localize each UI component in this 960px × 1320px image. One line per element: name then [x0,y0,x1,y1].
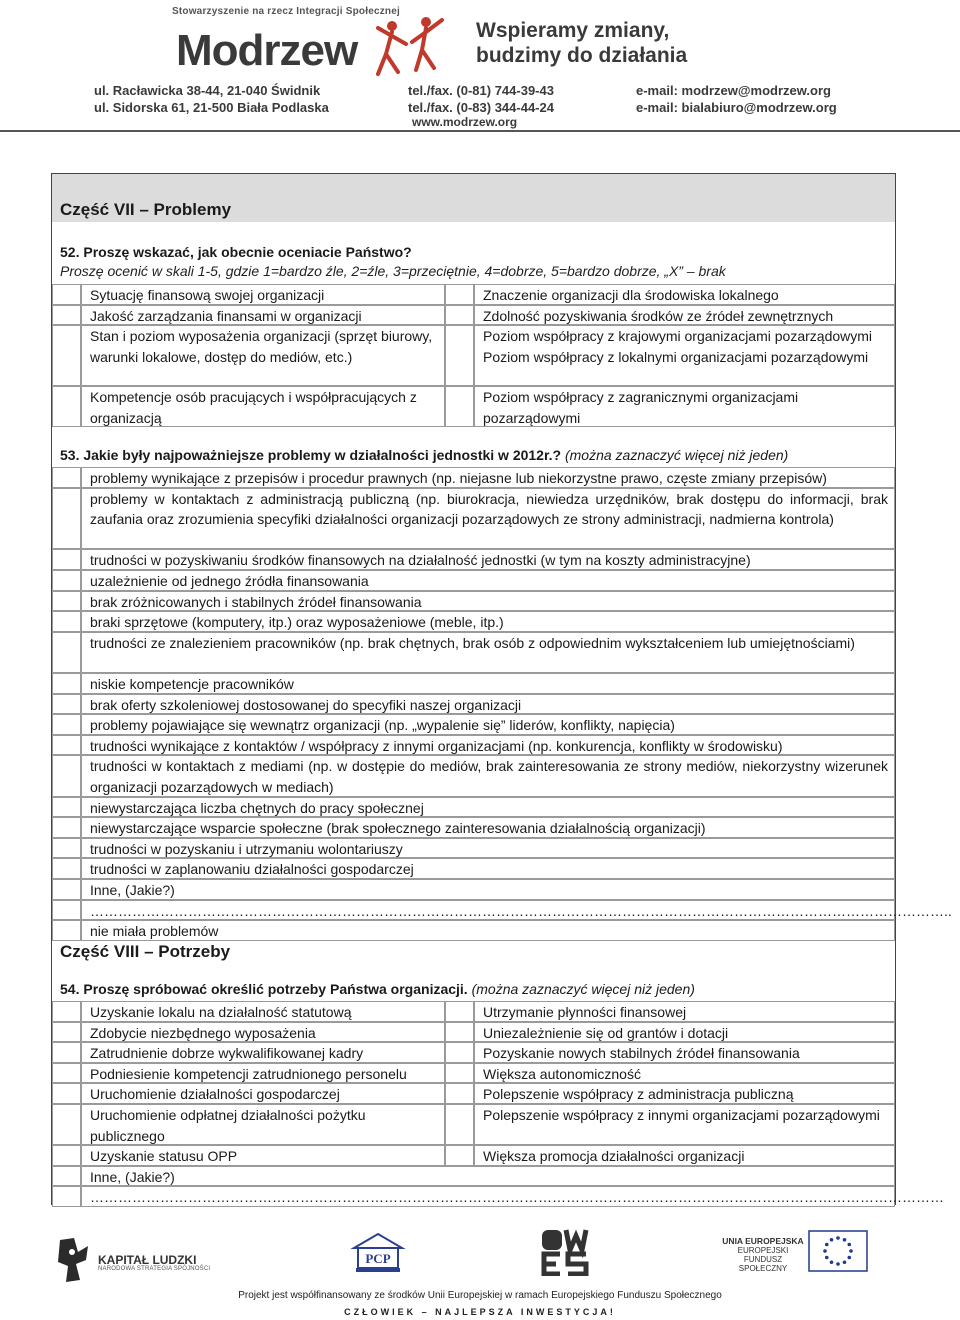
owes-logo-icon [540,1228,590,1276]
need-checkbox[interactable] [445,1145,474,1166]
problem-option-label: trudności w zaplanowaniu działalności gospodarczej [90,861,414,878]
need-option [474,1022,895,1043]
need-checkbox[interactable] [445,1083,474,1104]
address-line: ul. Sidorska 61, 21-500 Biała Podlaska [94,100,329,115]
problem-option [81,755,895,796]
rating-box[interactable] [445,325,474,386]
eu-line: EUROPEJSKI [737,1246,789,1255]
rating-item [474,386,895,427]
eu-line: UNIA EUROPEJSKA [722,1236,804,1246]
rating-item-label: Stan i poziom wyposażenia organizacji (sprzęt biurowy, warunki lokalowe, dostęp do mediów, etc.) [90,328,433,365]
need-option-label: Pozyskanie nowych stabilnych źródeł finansowania [483,1045,800,1062]
eu-star [836,1236,840,1240]
q52-label: 52. Proszę wskazać, jak obecnie oceniacie Państwo? [60,244,412,260]
rating-box[interactable] [445,305,474,326]
rating-box[interactable] [52,386,81,427]
need-checkbox[interactable] [52,1104,81,1145]
rating-item [474,305,895,326]
problem-checkbox[interactable] [52,570,81,591]
need-checkbox[interactable] [445,1001,474,1022]
eu-star [847,1256,851,1260]
letterhead [0,0,960,134]
rating-item [81,386,445,427]
eu-star [836,1262,840,1266]
problem-checkbox[interactable] [52,879,81,900]
q54-label [60,981,695,997]
org-subtitle: Stowarzyszenie na rzecz Integracji Społecznej [172,6,400,17]
cofinancing-note: Projekt jest współfinansowany ze środków Unii Europejskiej w ramach Europejskiego Funduszu Społecznego [238,1290,722,1301]
problem-checkbox[interactable] [52,900,81,921]
pcp-logo-icon [350,1230,406,1274]
need-checkbox[interactable] [445,1063,474,1084]
need-option-label: Uruchomienie odpłatnej działalności pożytku publicznego [90,1107,366,1144]
problem-option [81,611,895,632]
problem-option [81,797,895,818]
need-option [474,1145,895,1166]
problem-checkbox[interactable] [52,488,81,550]
need-checkbox[interactable] [52,1145,81,1166]
need-option [81,1042,445,1063]
need-checkbox[interactable] [52,1022,81,1043]
slogan-line: budzimy do działania [476,44,688,67]
problem-checkbox[interactable] [52,735,81,756]
problem-checkbox[interactable] [52,673,81,694]
need-option [474,1063,895,1084]
rating-item [474,284,895,305]
phone-line: tel./fax. (0-81) 744-39-43 [408,83,554,98]
problem-option [81,467,895,488]
problem-option [81,858,895,879]
rating-item [81,305,445,326]
problem-option [81,694,895,715]
problem-checkbox[interactable] [52,591,81,612]
slogan [476,18,687,68]
need-option-dots [81,1186,944,1207]
problem-option-label: brak zróżnicowanych i stabilnych źródeł finansowania [90,593,422,610]
part8-title: Część VIII – Potrzeby [60,942,231,961]
rating-item-label: Znaczenie organizacji dla środowiska lokalnego [483,287,779,303]
q54-hint: (można zaznaczyć więcej niż jeden) [471,981,695,997]
rating-item [474,325,895,386]
rating-item-label: Zdolność pozyskiwania środków ze źródeł zewnętrznych [483,307,834,324]
footer-tagline: CZŁOWIEK – NAJLEPSZA INWESTYCJA! [344,1307,616,1317]
need-option-label: Uzyskanie lokalu na działalność statutową [90,1004,352,1020]
need-option-label: Zdobycie niezbędnego wyposażenia [90,1024,316,1041]
eu-star [843,1260,847,1264]
kapital-ludzki-sub: NARODOWA STRATEGIA SPÓJNOŚCI [98,1266,211,1272]
problem-option-label: problemy wynikające z przepisów i procedur prawnych (np. niejasne lub niekorzystne prawo, częste zmiany przepisów) [90,470,827,486]
eu-star [849,1249,853,1253]
eu-flag-icon [808,1230,868,1272]
problem-option-label: braki sprzętowe (komputery, itp.) oraz wyposażeniowe (meble, itp.) [90,614,504,631]
need-checkbox[interactable] [52,1063,81,1084]
email-block [636,82,837,116]
q53-hint: (można zaznaczyć więcej niż jeden) [564,447,789,463]
problem-checkbox[interactable] [52,694,81,715]
q54-question: 54. Proszę spróbować określić potrzeby Państwa organizacji. [60,981,468,997]
need-option-label: Zatrudnienie dobrze wykwalifikowanej kadry [90,1045,364,1062]
problem-checkbox[interactable] [52,920,81,941]
problem-option [81,714,895,735]
need-option-dots-label: ………………………………………………………………………………………………………………………………………………………………… [90,1189,944,1206]
rating-box[interactable] [52,284,81,305]
eu-star [847,1243,851,1247]
problem-option-label: niewystarczające wsparcie społeczne (brak społecznego zainteresowania działalnością organizacji) [90,820,706,837]
rating-box[interactable] [52,325,81,386]
problem-checkbox[interactable] [52,858,81,879]
problem-option [81,632,895,673]
rating-item-label: Poziom współpracy z krajowymi organizacjami pozarządowymi Poziom współpracy z lokalnymi organizacjami pozarządowymi [483,328,873,365]
problem-option-label: niewystarczająca liczba chętnych do pracy społecznej [90,799,424,816]
need-option-other [81,1166,895,1187]
need-option-label: Uruchomienie działalności gospodarczej [90,1086,340,1103]
need-option-label: Uzyskanie statusu OPP [90,1148,238,1165]
problem-option [81,570,895,591]
eu-star [830,1238,834,1242]
problem-option-label: trudności wynikające z kontaktów / współpracy z innymi organizacjami (np. konkurencja, konflikty w środowisku) [90,737,783,754]
kapital-ludzki-logo-icon [56,1236,92,1284]
problem-checkbox[interactable] [52,755,81,796]
eu-star [823,1249,827,1253]
problem-option-label: niskie kompetencje pracowników [90,676,294,692]
need-option-label: Większa autonomiczność [483,1065,641,1082]
need-option-label: Podniesienie kompetencji zatrudnionego personelu [90,1065,407,1082]
q52-scale: Proszę ocenić w skali 1-5, gdzie 1=bardzo źle, 2=źle, 3=przeciętnie, 4=dobrze, 5=bardzo dobrze, „X” – brak [60,263,726,279]
problem-option-label: trudności w pozyskiwaniu środków finansowych na działalność jednostki (w tym na koszty administracyjne) [90,552,751,569]
header-divider [0,130,960,132]
need-option [474,1104,895,1145]
rating-item [81,325,445,386]
website-link[interactable]: www.modrzew.org [412,115,518,129]
rating-item-label: Poziom współpracy z zagranicznymi organizacjami pozarządowymi [483,389,799,426]
q53-label [60,447,788,463]
rating-item-label: Sytuację finansową swojej organizacji [90,287,325,303]
kapital-ludzki-name: KAPITAŁ LUDZKI [98,1253,197,1267]
problem-option [81,735,895,756]
problem-option-label: trudności w kontaktach z mediami (np. w dostępie do mediów, brak zainteresowania ze strony mediów, niekorzystny wizerunek organizacji pozarządowych w mediach) [90,758,888,795]
problem-checkbox[interactable] [52,714,81,735]
problem-option-label: problemy pojawiające się wewnątrz organizacji (np. „wypalenie się” liderów, konflikty, napięcia) [90,717,675,734]
problem-checkbox[interactable] [52,632,81,673]
problem-option [81,817,895,838]
need-option-label: Polepszenie współpracy z administracja publiczną [483,1086,794,1103]
problem-option-label: ………………………………………………………………………………………………………………………………………………………………….. [90,902,952,919]
problem-option-label: problemy w kontaktach z administracją publiczną (np. biurokracja, niewiedza urzędników, brak dostępu do informacji, brak zaufania oraz zrozumienia specyfiki działalności organizacji pozarządowych ze strony administracji, nadmierna kontrola) [90,490,888,528]
problem-checkbox[interactable] [52,611,81,632]
problem-checkbox[interactable] [52,838,81,859]
rating-box[interactable] [52,305,81,326]
problem-option-label: trudności w pozyskaniu i utrzymaniu wolontariuszy [90,840,403,857]
need-option [81,1104,445,1145]
eu-line: FUNDUSZ SPOŁECZNY [738,1255,788,1273]
phone-line: tel./fax. (0-83) 344-44-24 [408,100,554,115]
need-option [474,1042,895,1063]
problem-option [81,549,895,570]
slogan-line: Wspieramy zmiany, [476,19,670,42]
brand-name: Modrzew [176,26,358,75]
problem-option-label: uzależnienie od jednego źródła finansowania [90,573,369,589]
address-line: ul. Racławicka 38-44, 21-040 Świdnik [94,83,321,98]
rating-item-label: Kompetencje osób pracujących i współpracujących z organizacją [90,389,417,426]
phone-block [408,82,554,116]
email-link[interactable]: e-mail: bialabiuro@modrzew.org [636,100,837,115]
rating-box[interactable] [445,386,474,427]
eu-caption [720,1237,806,1273]
need-option [81,1083,445,1104]
need-checkbox[interactable] [52,1001,81,1022]
eu-star [825,1256,829,1260]
problem-option-label: nie miała problemów [90,923,219,940]
email-link[interactable]: e-mail: modrzew@modrzew.org [636,83,831,98]
eu-star [825,1243,829,1247]
dancing-figures-icon [372,14,452,80]
problem-option-label: trudności ze znalezieniem pracowników (np. brak chętnych, brak osób z odpowiednim wykształceniem lub umiejętnościami) [90,634,855,651]
pcp-text: PCP [365,1251,391,1266]
problem-checkbox[interactable] [52,467,81,488]
q53-question: 53. Jakie były najpoważniejsze problemy w działalności jednostki w 2012r.? [60,447,562,463]
need-checkbox[interactable] [52,1083,81,1104]
need-option-label: Większa promocja działalności organizacji [483,1148,745,1165]
rating-box[interactable] [445,284,474,305]
need-option-label: Utrzymanie płynności finansowej [483,1004,687,1020]
need-option [81,1001,445,1022]
need-option [81,1145,445,1166]
problem-checkbox[interactable] [52,817,81,838]
address-block [94,82,329,116]
need-option [474,1001,895,1022]
rating-item-label: Jakość zarządzania finansami w organizacji [90,307,362,324]
need-checkbox[interactable] [52,1186,81,1207]
need-checkbox[interactable] [52,1042,81,1063]
part7-title: Część VII – Problemy [60,200,232,219]
need-option [81,1063,445,1084]
need-checkbox[interactable] [52,1166,81,1187]
rating-item [81,284,445,305]
problem-option [81,920,895,941]
need-option-other-label: Inne, (Jakie?) [90,1168,175,1185]
problem-option [81,838,895,859]
eu-star [830,1260,834,1264]
need-checkbox[interactable] [445,1022,474,1043]
problem-checkbox[interactable] [52,797,81,818]
need-checkbox[interactable] [445,1042,474,1063]
need-option [81,1022,445,1043]
problem-option [81,673,895,694]
problem-option-label: brak oferty szkoleniowej dostosowanej do specyfiki naszej organizacji [90,696,522,713]
need-option-label: Uniezależnienie się od grantów i dotacji [483,1024,729,1041]
problem-option [81,591,895,612]
eu-star [843,1238,847,1242]
problem-option [81,488,895,550]
problem-option [81,900,952,921]
need-option [474,1083,895,1104]
problem-option-label: Inne, (Jakie?) [90,882,175,898]
need-checkbox[interactable] [445,1104,474,1145]
problem-checkbox[interactable] [52,549,81,570]
problem-option [81,879,895,900]
need-option-label: Polepszenie współpracy z innymi organizacjami pozarządowymi [483,1107,880,1123]
